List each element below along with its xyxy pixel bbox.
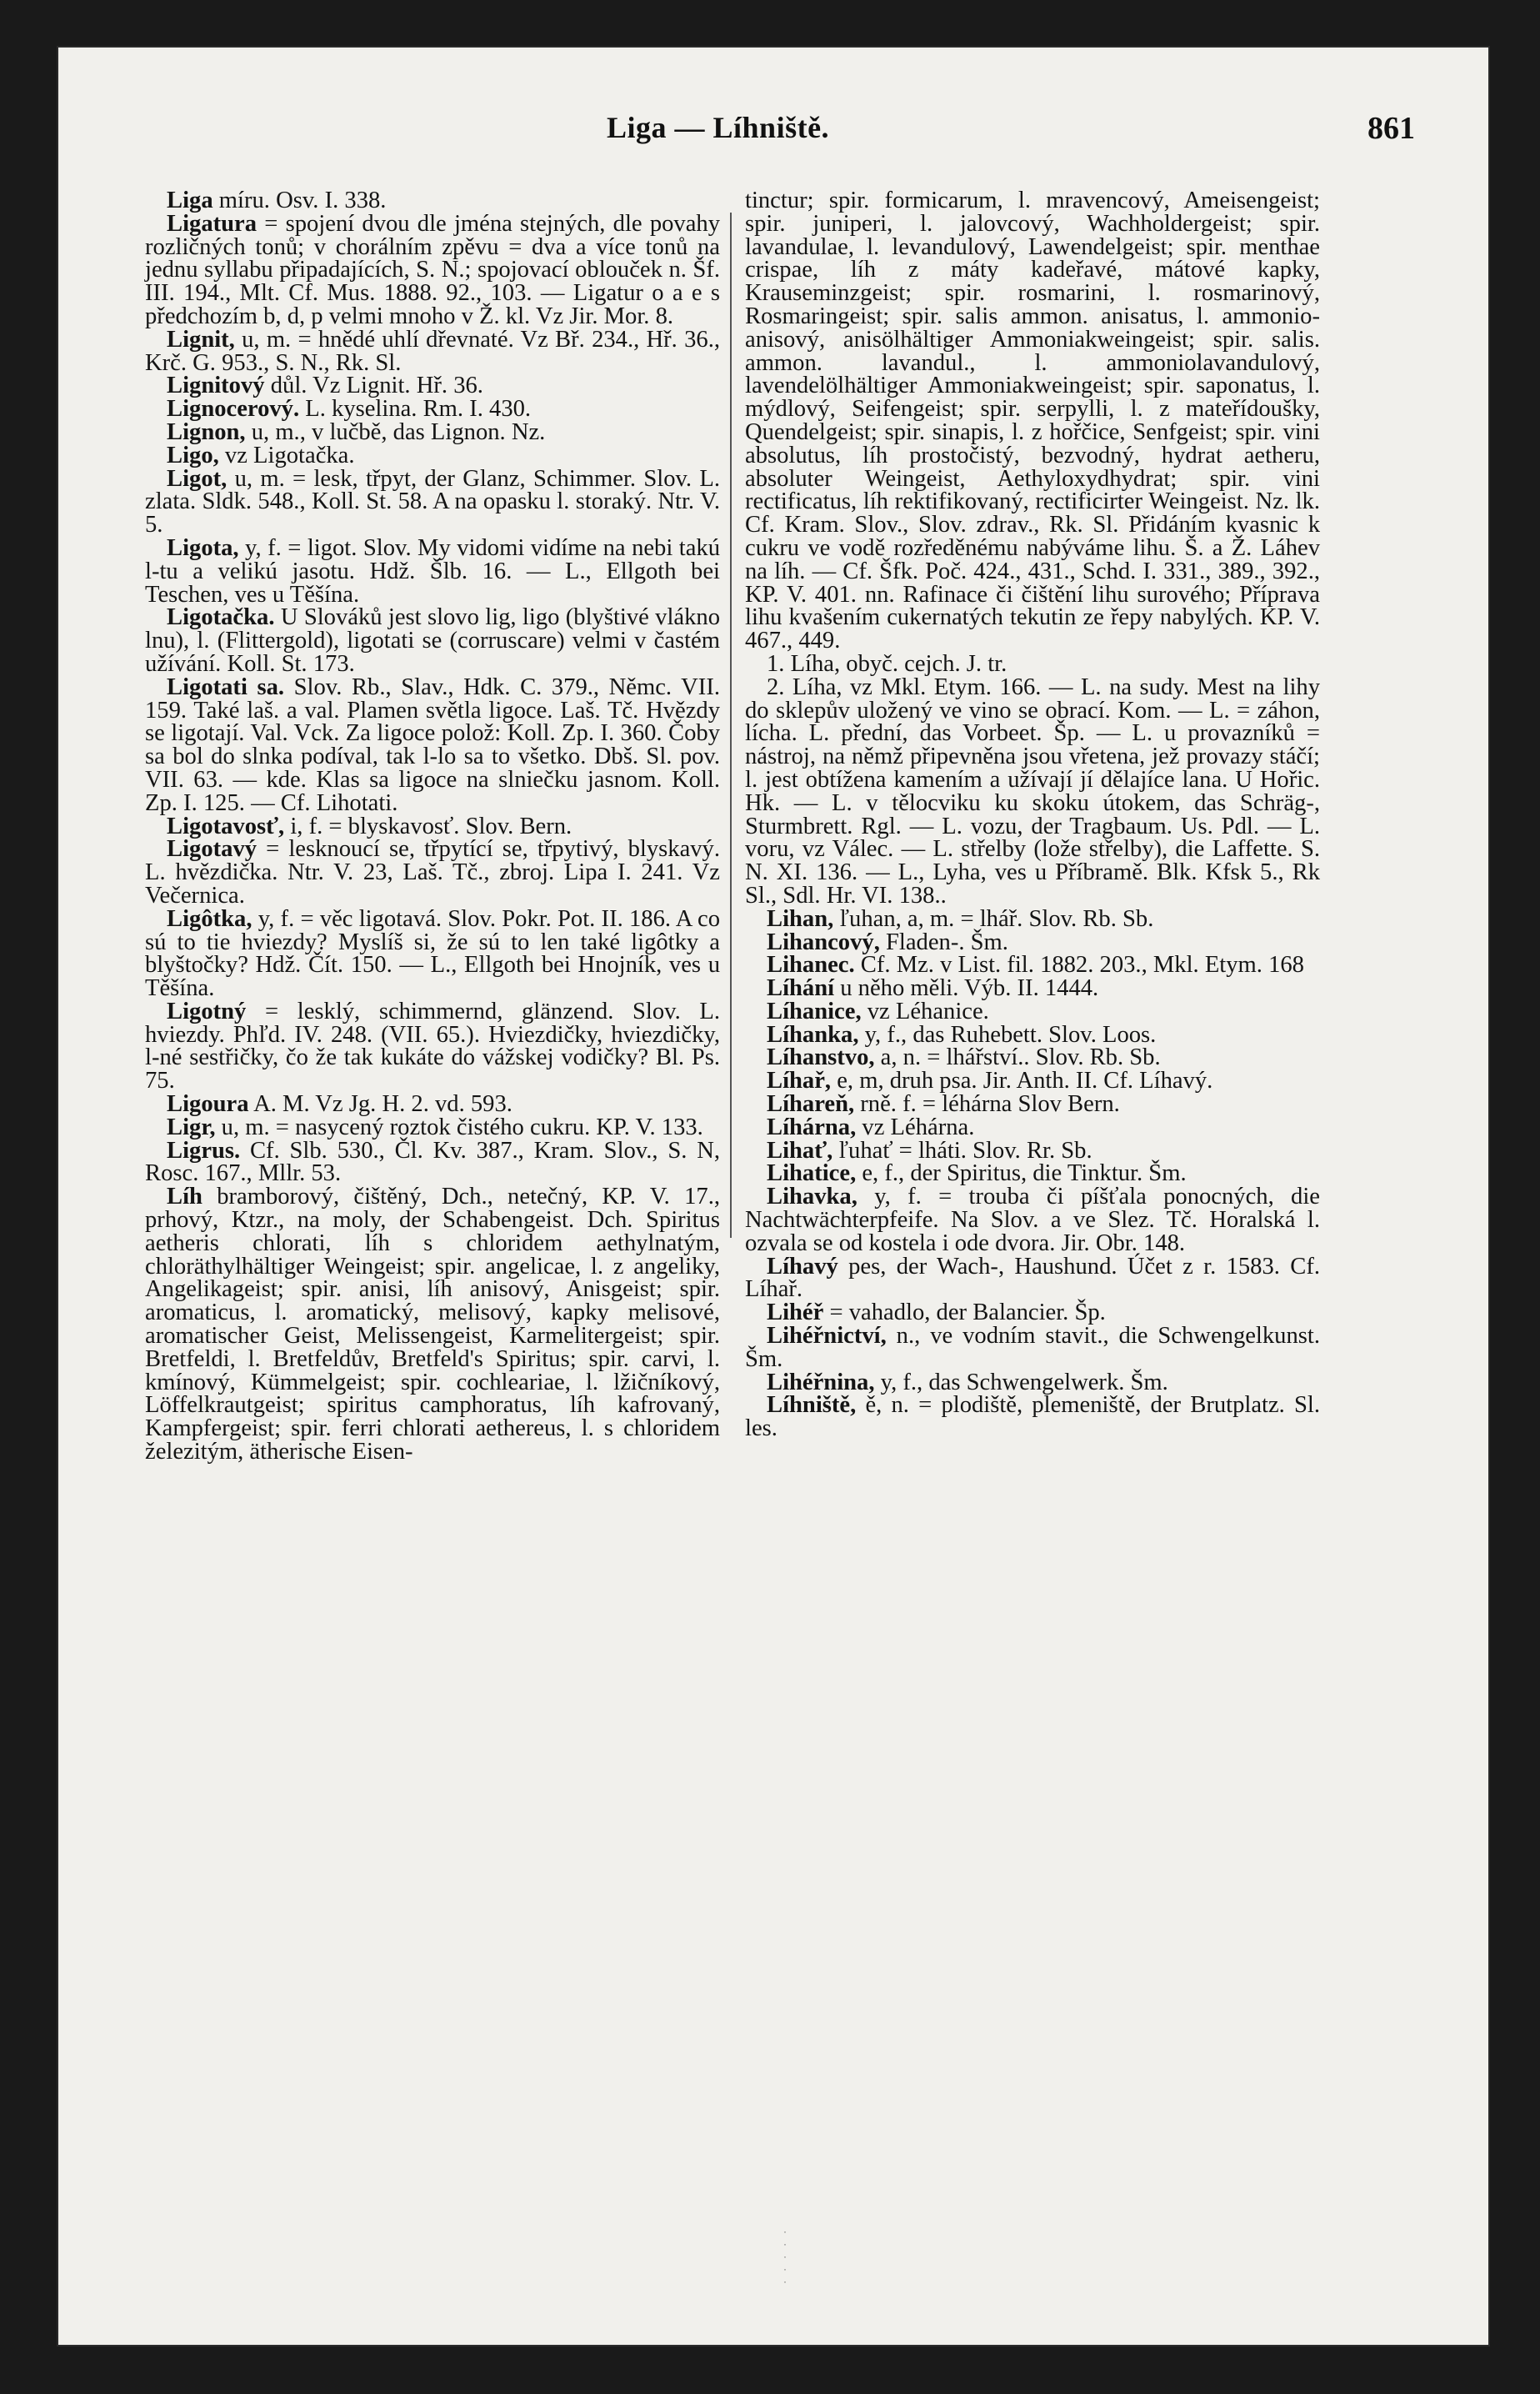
dictionary-entry <box>145 1116 720 1139</box>
entry-headword: Ligrus. <box>167 1137 241 1164</box>
dictionary-entry <box>145 815 720 839</box>
page-number: 861 <box>1368 111 1415 146</box>
entry-text: ľuhať = lháti. Slov. Rr. Sb. <box>832 1137 1092 1164</box>
dictionary-entry <box>745 977 1320 1000</box>
entry-headword: Líhniště, <box>767 1392 857 1419</box>
entry-headword: Ligôtka, <box>167 905 252 932</box>
dictionary-entry <box>745 1139 1320 1163</box>
entry-text: u, m., v lučbě, das Lignon. Nz. <box>245 418 546 445</box>
dictionary-entry <box>745 1255 1320 1302</box>
entry-headword: Lihéřnina, <box>767 1369 875 1395</box>
dictionary-entry <box>145 189 720 213</box>
entry-headword: Lignon, <box>167 418 246 445</box>
dictionary-entry <box>145 838 720 907</box>
entry-text: u, m. = lesk, třpyt, der Glanz, Schimmer. Slov. L. zlata. Sldk. 548., Koll. St. 58. A na opasku l. storaký. Ntr. V. 5. <box>145 465 720 538</box>
entry-text: ě, n. = plodiště, plemeniště, der Brutplatz. Sl. les. <box>745 1392 1320 1442</box>
running-head <box>57 110 1490 152</box>
entry-text: y, f., das Ruhebett. Slov. Loos. <box>858 1021 1157 1048</box>
dictionary-entry <box>745 1371 1320 1395</box>
entry-headword: Lihanec. <box>767 952 855 979</box>
dictionary-entry <box>145 534 720 608</box>
entry-headword: Lihan, <box>767 905 834 932</box>
entry-text: n., ve vodním stavit., die Schwengelkunst. Šm. <box>745 1323 1320 1372</box>
entry-headword: Lihancový, <box>767 929 880 955</box>
entry-text: míru. Osv. I. 338. <box>212 188 387 213</box>
entry-headword: Líhař, <box>767 1068 832 1094</box>
entry-headword: Líhanka, <box>767 1021 859 1048</box>
dictionary-entry <box>145 465 720 538</box>
dictionary-entry <box>145 1185 720 1464</box>
entry-text: pes, der Wach-, Haushund. Účet z r. 1583. Cf. Líhař. <box>745 1253 1320 1303</box>
entry-text: i, f. = blyskavosť. Slov. Bern. <box>284 813 572 839</box>
entry-text: 2. Líha, vz Mkl. Etym. 166. — L. na sudy. Mest na lihy do sklepův uložený ve vino se obrací. Kom. — L. = záhon, lícha. L. přední, das Vorbeet. Šp. — L. u provazníků = nástroj, na němž připevněna jsou vřetena, jež provazy stáčí; l. jest obtížena kamením a užívají jí dělajíce lana. U Hořic. Hk. — L. v tělocviku ku skoku útokem, das Schräg-, Sturmbrett. Rgl. — L. vozu, der Tragbaum. Us. Pdl. — L. voru, vz Válec. — L. střelby (lože střelby), die Laffette. S. N. XI. 136. — L., Lyha, ves u Příbramě. Blk. Kfsk 5., Rk Sl., Sdl. Hr. VI. 138.. <box>745 674 1320 909</box>
dictionary-entry <box>745 905 1320 932</box>
entry-text: y, f., das Schwengelwerk. Šm. <box>874 1369 1168 1395</box>
entry-headword: Ligotačka. <box>167 604 275 631</box>
entry-headword: Lihéř <box>767 1300 824 1326</box>
entry-headword: Lignocerový. <box>167 396 300 423</box>
entry-headword: Líhárna, <box>767 1114 857 1140</box>
dictionary-entry <box>745 189 1320 653</box>
dictionary-entry <box>745 931 1320 954</box>
entry-headword: Ligotný <box>167 998 247 1024</box>
entry-text: Cf. Slb. 530., Čl. Kv. 387., Kram. Slov., S. N, Rosc. 167., Mllr. 53. <box>145 1137 720 1187</box>
dictionary-entry <box>145 444 720 468</box>
dictionary-entry <box>745 1093 1320 1116</box>
entry-text: u něho měli. Výb. II. 1444. <box>834 975 1099 1002</box>
entry-headword: Ligoura <box>167 1091 249 1118</box>
entry-headword: Ligotati sa. <box>167 674 285 700</box>
dictionary-entry <box>745 676 1320 908</box>
dictionary-entry <box>145 1000 720 1093</box>
dictionary-entry <box>745 1301 1320 1325</box>
dictionary-page <box>57 46 1490 2346</box>
entry-headword: Ligotavý <box>167 836 258 863</box>
dictionary-entry <box>145 210 720 329</box>
entry-headword: Líhavý <box>767 1253 838 1280</box>
column-divider <box>730 213 732 1238</box>
entry-headword: Lignit, <box>167 326 235 353</box>
entry-headword: Ligotavosť, <box>167 813 285 839</box>
entry-text: u, m. = nasycený roztok čistého cukru. KP. V. 133. <box>215 1114 703 1140</box>
entry-text: = spojení dvou dle jména stejných, dle povahy rozličných tonů; v chorálním zpěvu = dva a více tonů na jednu syllabu připadajících, S. N.; spojovací oblouček n. Šf. III. 194., Mlt. Cf. Mus. 1888. 92., 103. — Ligatur o a e s předchozím b, d, p velmi mnoho v Ž. kl. Vz Jir. Mor. 8. <box>145 210 720 329</box>
dictionary-entry <box>745 1394 1320 1440</box>
dictionary-entry <box>745 1162 1320 1185</box>
entry-headword: Líhanstvo, <box>767 1044 875 1071</box>
dictionary-entry <box>145 1139 720 1186</box>
entry-headword: Lihať, <box>767 1137 833 1164</box>
right-column <box>745 189 1320 1440</box>
dictionary-entry <box>745 1069 1320 1093</box>
entry-headword: Líh <box>167 1184 202 1210</box>
entry-text: = lesklý, schimmernd, glänzend. Slov. L. hviezdy. Phľd. IV. 248. (VII. 65.). Hviezdičky, hviezdičky, l-né sestřičky, čo že tak kukáte do vážskej vodičky? Bl. Ps. 75. <box>145 998 720 1094</box>
entry-text: y, f. = ligot. Slov. My vidomi vidíme na nebi takú l-tu a velikú jasotu. Hdž. Šlb. 16. — L., Ellgoth bei Teschen, ves u Těšína. <box>145 534 720 608</box>
dictionary-entry <box>145 374 720 398</box>
dictionary-entry <box>145 676 720 815</box>
entry-text: tinctur; spir. formicarum, l. mravencový, Ameisengeist; spir. juniperi, l. jalovcový, Wachholdergeist; spir. lavandulae, l. levandulový, Lawendelgeist; spir. menthae crispae, líh z máty kadeřavé, mátové kapky, Krauseminzgeist; spir. rosmarini, l. rosmarinový, Rosmaringeist; spir. salis ammon. anisatus, l. ammonio-anisový, anisölhältiger Ammoniakweingeist; spir. salis. ammon. lavandul., l. ammoniolavandulový, lavendelölhältiger Ammoniakweingeist; spir. saponatus, l. mýdlový, Seifengeist; spir. serpylli, l. z mateřídoušky, Quendelgeist; spir. sinapis, l. z hořčice, Senfgeist; spir. vini absolutus, líh prostočistý, bezvodný, hydrat aetheru, absoluter Weingeist, Aethyloxydhydrat; spir. vini rectificatus, líh rektifikovaný, rectificirter Weingeist. Nz. lk. Cf. Kram. Slov., Slov. zdrav., Rk. Sl. Přidáním kvasnic k cukru ve vodě rozředěnému nabýváme lihu. Š. a Ž. Láhev na líh. — Cf. Šfk. Poč. 424., 431., Schd. I. 331., 389., 392., KP. V. 401. nn. Rafinace či čištění lihu surového; Příprava lihu kvašením cukernatých tekutin ze řepy nabylých. KP. V. 467., 449. <box>745 188 1320 654</box>
left-column <box>145 189 720 1464</box>
entry-headword: Ligo, <box>167 442 219 468</box>
dictionary-entry <box>145 418 720 445</box>
entry-text: y, f. = věc ligotavá. Slov. Pokr. Pot. II. 186. A co sú to tie hviezdy? Myslíš si, že sú to len také ligôtky a blyštočky? Hdž. Čít. 150. — L., Ellgoth bei Hnojník, ves u Těšína. <box>145 905 720 1002</box>
entry-text: A. M. Vz Jg. H. 2. vd. 593. <box>248 1091 512 1118</box>
entry-text: vz Ligotačka. <box>218 442 355 468</box>
dictionary-entry <box>745 1046 1320 1069</box>
entry-text: e, f., der Spiritus, die Tinktur. Šm. <box>856 1160 1187 1187</box>
entry-headword: Líhání <box>767 975 835 1002</box>
entry-text: ľuhan, a, m. = lhář. Slov. Rb. Sb. <box>833 905 1154 932</box>
dictionary-entry <box>745 1185 1320 1255</box>
entry-text: Slov. Rb., Slav., Hdk. C. 379., Němc. VII. 159. Také laš. a val. Plamen světla ligoce. Laš. Tč. Hvězdy se ligotají. Val. Vck. Za ligoce polož: Koll. Zp. I. 360. Čoby sa bol do slnka podíval, tak l-lo sa to všetko. Dbš. Sl. pov. VII. 63. — kde. Klas sa ligoce na slniečku jasnom. Koll. Zp. I. 125. — Cf. Lihotati. <box>145 674 720 816</box>
entry-text: 1. Líha, obyč. cejch. J. tr. <box>767 650 1008 677</box>
dictionary-entry <box>145 1093 720 1116</box>
dictionary-entry <box>745 1021 1320 1048</box>
entry-text: u, m. = hnědé uhlí dřevnaté. Vz Bř. 234., Hř. 36., Krč. G. 953., S. N., Rk. Sl. <box>145 326 720 376</box>
entry-text: Fladen-. Šm. <box>879 929 1008 955</box>
entry-text: bramborový, čištěný, Dch., netečný, KP. V. 17., prhový, Ktzr., na moly, der Schabengeist. Dch. Spiritus aetheris chlorati, líh s chloridem aethylnatým, chloräthylhältiger Weingeist; spir. angelicae, l. z angeliky, Angelikageist; spir. anisi, líh anisový, Anisgeist; spir. aromaticus, l. aromatický, melisový, kapky melisové, aromatischer Geist, Melissengeist, Karmelitergeist; spir. Bretfeldi, l. Bretfeldův, Bretfeld's Spiritus; spir. carvi, l. kmínový, Kümmelgeist; spir. cochleariae, l. lžičníkový, Löffelkrautgeist; spiritus camphoratus, líh kafrovaný, Kampfergeist; spir. ferri chlorati aethereus, l. s chloridem železitým, ätherische Eisen- <box>145 1184 720 1465</box>
dictionary-entry <box>145 606 720 675</box>
dictionary-entry <box>145 905 720 1002</box>
entry-headword: Líhanice, <box>767 998 862 1024</box>
entry-headword: Lignitový <box>167 373 265 399</box>
entry-headword: Ligot, <box>167 465 228 492</box>
dictionary-entry <box>745 1000 1320 1024</box>
entry-headword: Líhareň, <box>767 1091 855 1118</box>
entry-headword: Ligota, <box>167 534 239 561</box>
dictionary-entry <box>745 1116 1320 1139</box>
entry-headword: Lihéřnictví, <box>767 1323 887 1350</box>
entry-text: a, n. = lhářství.. Slov. Rb. Sb. <box>874 1044 1161 1071</box>
dictionary-entry <box>745 650 1320 677</box>
entry-text: U Slováků jest slovo lig, ligo (blyštivé vlákno lnu), l. (Flittergold), ligotati se (corruscare) velmi v častém užívání. Koll. St. 173. <box>145 604 720 677</box>
entry-text: vz Léhanice. <box>861 998 989 1024</box>
entry-text: = lesknoucí se, třpytící se, třpytivý, blyskavý. L. hvězdička. Ntr. V. 23, Laš. Tč., zbroj. Lipa I. 241. Vz Večernica. <box>145 836 720 909</box>
entry-headword: Liga <box>167 188 213 213</box>
entry-text: důl. Vz Lignit. Hř. 36. <box>264 373 483 399</box>
entry-headword: Ligatura <box>167 210 258 237</box>
dictionary-entry <box>745 954 1320 977</box>
entry-headword: Lihatice, <box>767 1160 857 1187</box>
entry-text: vz Léhárna. <box>856 1114 975 1140</box>
entry-text: = vahadlo, der Balancier. Šp. <box>823 1300 1106 1326</box>
running-head-title: Liga — Líhniště. <box>607 111 830 144</box>
dictionary-entry <box>145 328 720 375</box>
entry-text: L. kyselina. Rm. I. 430. <box>299 396 532 423</box>
dictionary-entry <box>745 1325 1320 1371</box>
entry-headword: Lihavka, <box>767 1184 858 1210</box>
entry-text: e, m, druh psa. Jir. Anth. II. Cf. Líhavý. <box>831 1068 1213 1094</box>
entry-headword: Ligr, <box>167 1114 216 1140</box>
entry-text: rně. f. = léhárna Slov Bern. <box>854 1091 1120 1118</box>
dictionary-entry <box>145 398 720 421</box>
entry-text: Cf. Mz. v List. fil. 1882. 203., Mkl. Etym. 168 <box>854 952 1304 979</box>
entry-text: y, f. = trouba či píšťala ponocných, die Nachtwächterpfeife. Na Slov. a ve Slez. Tč. Horalská l. ozvala se od kostela i ode dvora. Jir. Obr. 148. <box>745 1184 1320 1256</box>
margin-dots: · · · · · <box>783 2226 787 2287</box>
